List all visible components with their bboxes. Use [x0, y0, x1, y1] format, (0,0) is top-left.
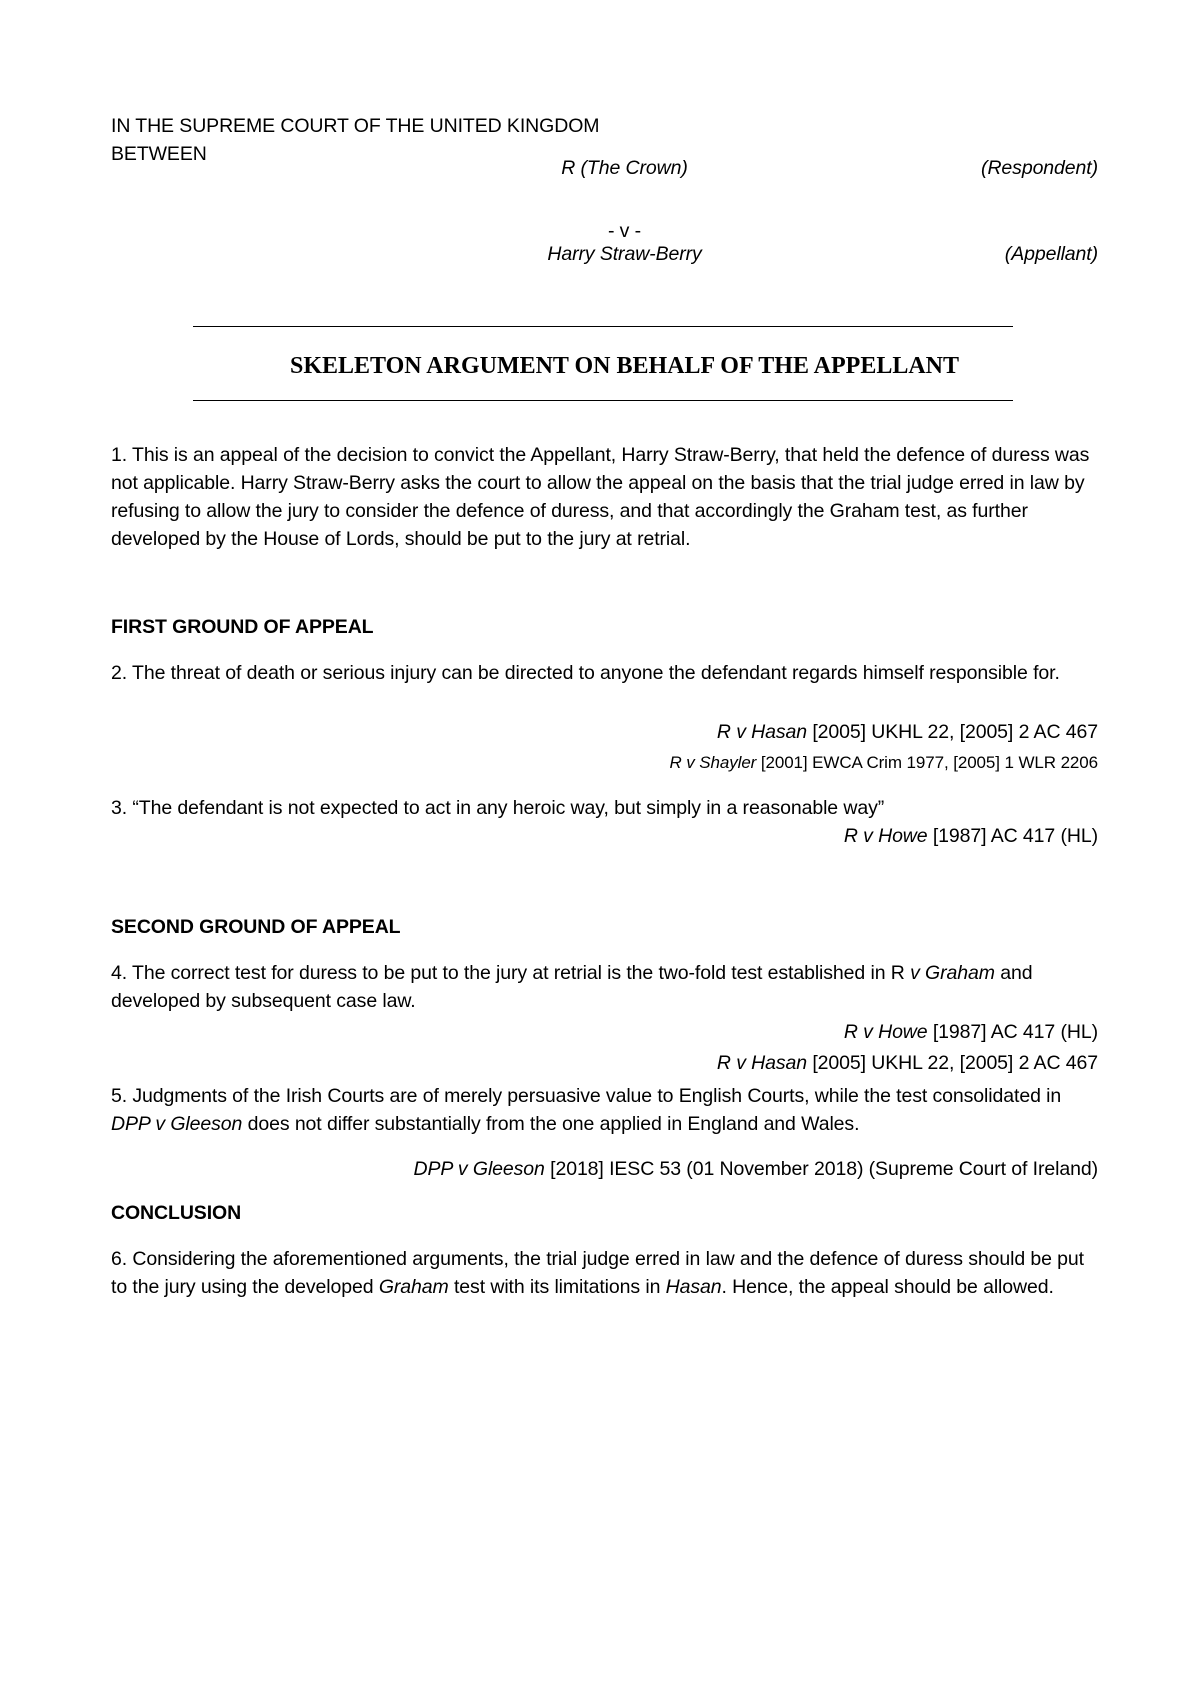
- paragraph-4-text-end: and developed by subsequent case law.: [111, 962, 1033, 1012]
- versus-label: - v -: [607, 220, 642, 242]
- case-name-graham: v Graham: [910, 962, 995, 984]
- paragraph-6-text-end: . Hence, the appeal should be allowed.: [721, 1276, 1054, 1298]
- citation-reference: [1987] AC 417 (HL): [927, 825, 1098, 847]
- citation-howe-2: [844, 1018, 1098, 1046]
- paragraph-2: 2. The threat of death or serious injury can be directed to anyone the defendant regards himself responsible for.: [111, 662, 1060, 684]
- court-name: IN THE SUPREME COURT OF THE UNITED KINGDOM: [111, 115, 600, 137]
- respondent-role: (Respondent): [981, 157, 1098, 179]
- citation-shayler: [669, 749, 1098, 777]
- appellant-name: Harry Straw-Berry: [547, 243, 702, 265]
- appellant-role: (Appellant): [1004, 243, 1098, 265]
- conclusion-heading: CONCLUSION: [111, 1202, 242, 1224]
- citation-case-name: R v Hasan: [716, 721, 808, 743]
- citation-hasan-2: [717, 1049, 1098, 1077]
- citation-case-name: R v Howe: [843, 825, 928, 847]
- citation-case-name: R v Shayler: [669, 753, 757, 772]
- paragraph-5: [111, 1082, 1101, 1138]
- citation-reference: [2001] EWCA Crim 1977, [2005] 1 WLR 2206: [756, 753, 1098, 772]
- respondent-name: R (The Crown): [561, 157, 688, 179]
- citation-gleeson: [414, 1155, 1098, 1183]
- citation-reference: [1987] AC 417 (HL): [927, 1021, 1098, 1043]
- citation-hasan-1: [717, 718, 1098, 746]
- citation-case-name: R v Howe: [843, 1021, 928, 1043]
- second-ground-heading: SECOND GROUND OF APPEAL: [111, 916, 401, 938]
- citation-case-name: DPP v Gleeson: [413, 1158, 545, 1180]
- citation-reference: [2005] UKHL 22, [2005] 2 AC 467: [807, 1052, 1098, 1074]
- paragraph-5-text: 5. Judgments of the Irish Courts are of merely persuasive value to English Courts, while the test consolidated in: [111, 1085, 1062, 1107]
- paragraph-5-text-end: does not differ substantially from the one applied in England and Wales.: [242, 1113, 860, 1135]
- citation-howe-1: [844, 822, 1098, 850]
- first-ground-heading: FIRST GROUND OF APPEAL: [111, 616, 374, 638]
- appellant-row: [111, 240, 1098, 268]
- paragraph-6-text-mid: test with its limitations in: [448, 1276, 666, 1298]
- paragraph-6-text: 6. Considering the aforementioned arguments, the trial judge erred in law and the defence of duress should be put to the jury using the developed: [111, 1248, 1084, 1298]
- paragraph-6: [111, 1245, 1101, 1301]
- title-rule-top: [193, 326, 1013, 327]
- case-name-graham: Graham: [378, 1276, 449, 1298]
- paragraph-4: [111, 959, 1101, 1015]
- between-label: BETWEEN: [111, 143, 207, 165]
- title-rule-bottom: [193, 400, 1013, 401]
- respondent-row: [111, 154, 1098, 182]
- case-name-hasan: Hasan: [665, 1276, 722, 1298]
- paragraph-3: 3. “The defendant is not expected to act in any heroic way, but simply in a reasonable way”: [111, 797, 885, 819]
- citation-reference: [2005] UKHL 22, [2005] 2 AC 467: [807, 721, 1098, 743]
- paragraph-4-text: 4. The correct test for duress to be put to the jury at retrial is the two-fold test established in R: [111, 962, 911, 984]
- document-title: SKELETON ARGUMENT ON BEHALF OF THE APPELLANT: [289, 353, 960, 379]
- paragraph-1: 1. This is an appeal of the decision to convict the Appellant, Harry Straw-Berry, that held the defence of duress was not applicable. Harry Straw-Berry asks the court to allow the appeal on the basis that the trial judge erred in law by refusing to allow the jury to consider the defence of duress, and that accordingly the Graham test, as further developed by the House of Lords, should be put to the jury at retrial.: [111, 444, 1090, 550]
- citation-case-name: R v Hasan: [716, 1052, 808, 1074]
- case-name-gleeson: DPP v Gleeson: [111, 1113, 243, 1135]
- citation-reference: [2018] IESC 53 (01 November 2018) (Supreme Court of Ireland): [544, 1158, 1098, 1180]
